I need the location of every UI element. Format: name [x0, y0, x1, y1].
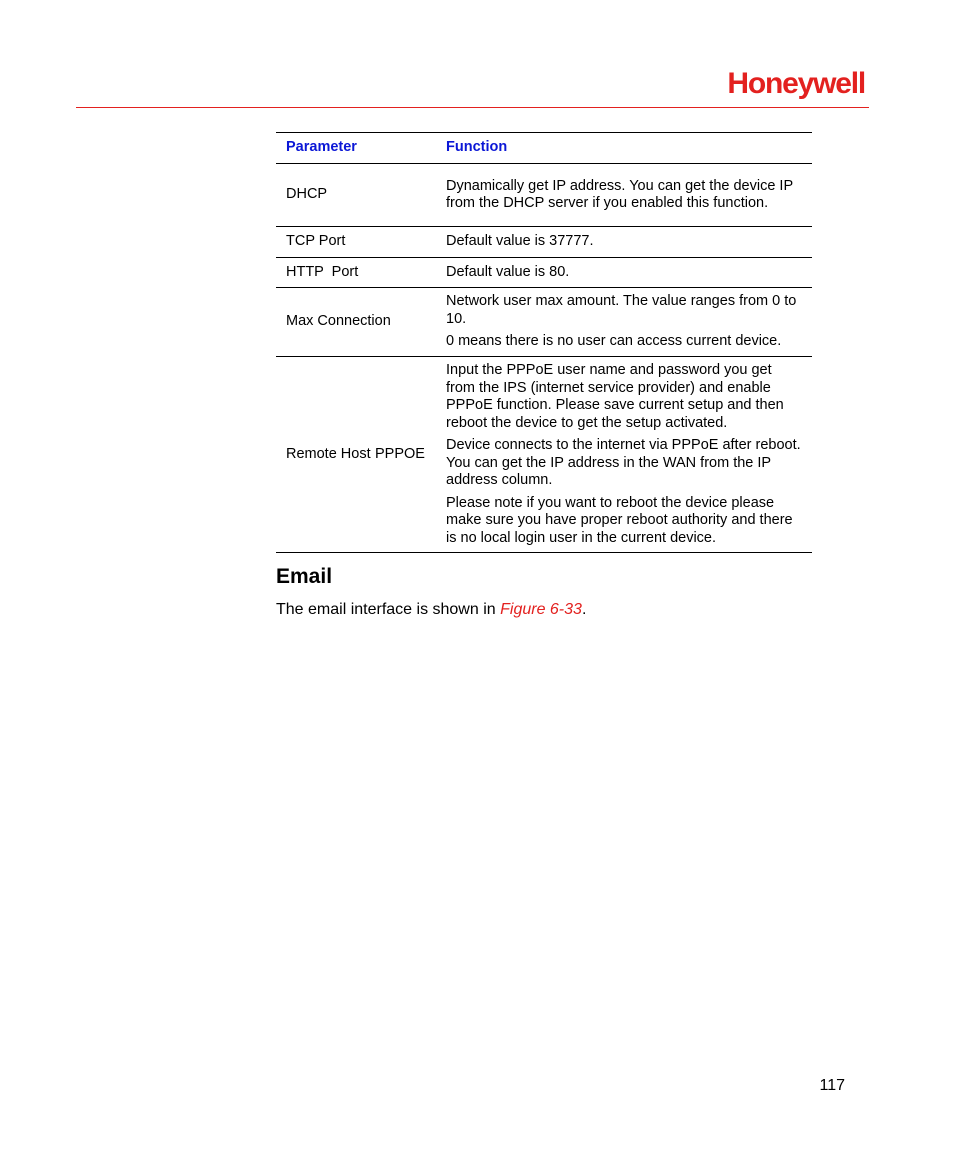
parameter-cell: [276, 357, 446, 553]
function-cell: [446, 164, 812, 227]
function-text: Network user max amount. The value ranges from 0 to 10.: [446, 293, 797, 327]
parameter-cell: Max Connection: [286, 313, 391, 330]
page-number: 117: [819, 1077, 845, 1094]
table-row: [276, 288, 812, 357]
function-text: Default value is 80.: [446, 263, 570, 280]
function-text: Default value is 37777.: [446, 233, 594, 250]
table-row: [276, 164, 812, 227]
parameter-cell: DHCP: [286, 186, 328, 203]
table-row: [276, 258, 812, 288]
function-column-header: Function: [446, 133, 812, 164]
parameter-sub-label: PPPOE: [375, 445, 425, 462]
table-header-row: [276, 133, 812, 164]
function-cell: [446, 288, 812, 357]
parameter-cell: TCP Port: [286, 233, 346, 250]
body-paragraph: [276, 601, 586, 619]
function-text: Dynamically get IP address. You can get the device IP from the DHCP server if you enabled this function.: [446, 177, 793, 211]
parameter-group-label: Remote Host: [286, 445, 371, 462]
function-text: Input the PPPoE user name and password you get from the IPS (internet service provider) and enable PPPoE function. Please save current setup and then reboot the device to get the setup activated.: [446, 362, 784, 431]
section-title: Email: [276, 565, 333, 588]
figure-cross-reference[interactable]: Figure 6-33: [500, 601, 582, 618]
function-text: Please note if you want to reboot the device please make sure you have proper reboot authority and there is no local login user in the current device.: [446, 494, 793, 546]
function-cell: [446, 357, 812, 553]
honeywell-logo: Honeywell: [727, 67, 865, 100]
table-row: [276, 357, 812, 553]
header-rule: [76, 107, 869, 108]
table-row: [276, 227, 812, 258]
function-text: Device connects to the internet via PPPoE after reboot. You can get the IP address in the WAN from the IP address column.: [446, 437, 801, 488]
function-text: 0 means there is no user can access current device.: [446, 333, 782, 350]
body-text-end: .: [581, 601, 587, 618]
body-text-lead: The email interface is shown in: [276, 601, 501, 618]
function-cell: [446, 258, 812, 288]
parameter-table: [276, 132, 812, 553]
parameter-cell: HTTP Port: [286, 263, 359, 280]
function-cell: [446, 227, 812, 258]
parameter-column-header: Parameter: [276, 133, 446, 164]
